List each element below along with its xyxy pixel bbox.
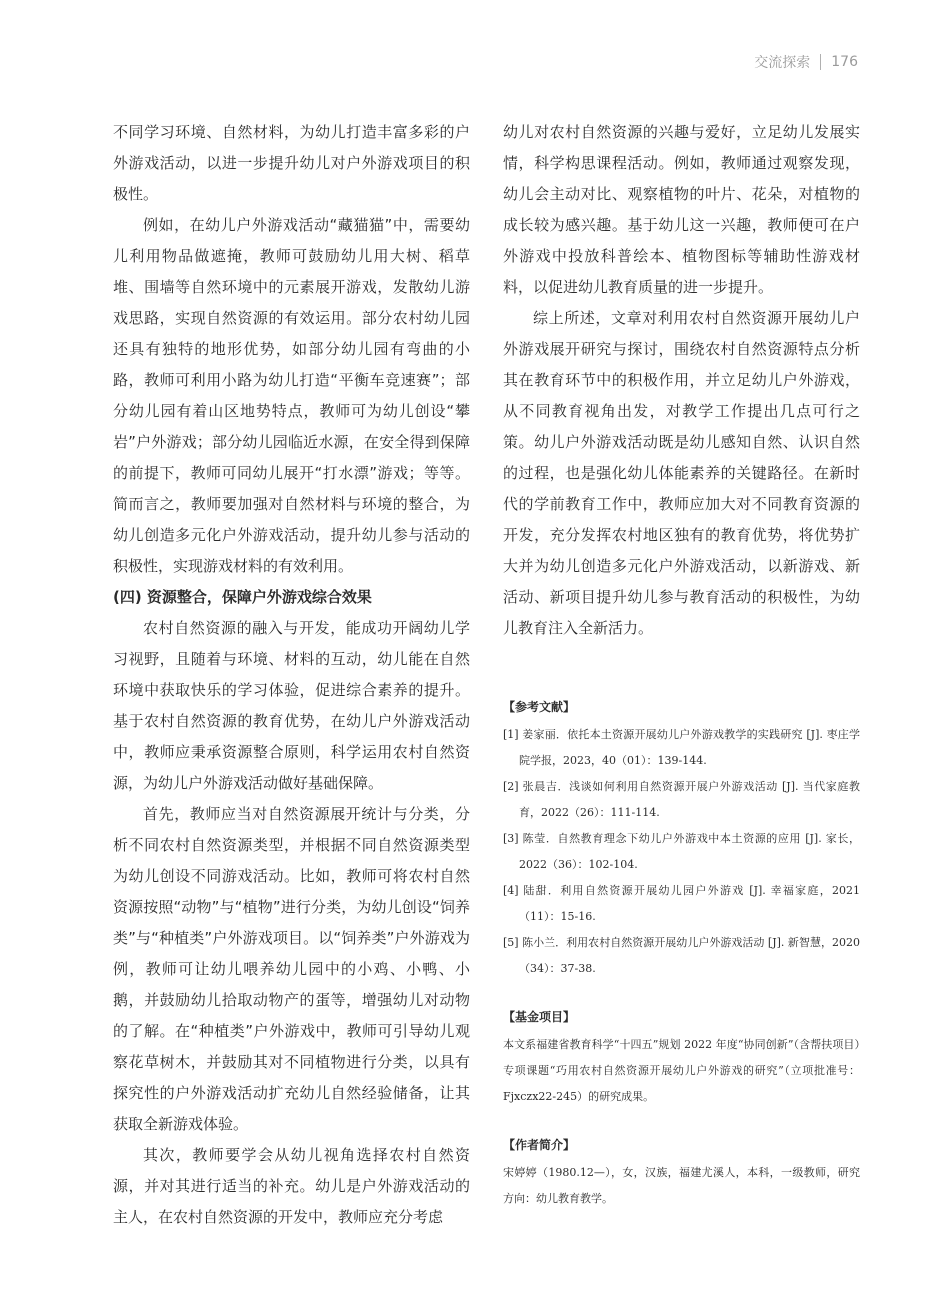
reference-item: [1] 姜家丽．依托本土资源开展幼儿户外游戏教学的实践研究 [J]. 枣庄学院学报，2023，40（01）：139-144. [503, 728, 860, 767]
left-paragraph-4: 首先，教师应当对自然资源展开统计与分类，分析不同农村自然资源类型，并根据不同自然资源类型为幼儿创设不同游戏活动。比如，教师可将农村自然资源按照“动物”与“植物”进行分类，为幼儿创设“饲养类”与“种植类”户外游戏项目。以“饲养类”户外游戏为例，教师可让幼儿喂养幼儿园中的小鸡、小鸭、小鹅，并鼓励幼儿拾取动物产的蛋等，增强幼儿对动物的了解。在“种植类”户外游戏中，教师可引导幼儿观察花草树木，并鼓励其对不同植物进行分类，以具有探究性的户外游戏活动扩充幼儿自然经验储备，让其获取全新游戏体验。 [113, 805, 470, 1133]
fund-title: 【基金项目】 [503, 1010, 576, 1024]
section-heading: (四) 资源整合，保障户外游戏综合效果 [113, 588, 372, 606]
left-paragraph-2: 例如，在幼儿户外游戏活动“藏猫猫”中，需要幼儿利用物品做遮掩，教师可鼓励幼儿用大树、稻草堆、围墙等自然环境中的元素展开游戏，发散幼儿游戏思路，实现自然资源的有效运用。部分农村幼儿园还具有独特的地形优势，如部分幼儿园有弯曲的小路，教师可利用小路为幼儿打造“平衡车竞速赛”；部分幼儿园有着山区地势特点，教师可为幼儿创设“攀岩”户外游戏；部分幼儿园临近水源，在安全得到保障的前提下，教师可同幼儿展开“打水漂”游戏；等等。简而言之，教师要加强对自然材料与环境的整合，为幼儿创造多元化户外游戏活动，提升幼儿参与活动的积极性，实现游戏材料的有效利用。 [113, 216, 470, 575]
header-divider [820, 54, 821, 70]
author-text: 宋婷婷（1980.12—），女，汉族，福建尤溪人，本科，一级教师，研究方向：幼儿教育教学。 [503, 1166, 860, 1205]
right-paragraph-2: 综上所述，文章对利用农村自然资源开展幼儿户外游戏展开研究与探讨，围绕农村自然资源特点分析其在教育环节中的积极作用，并立足幼儿户外游戏，从不同教育视角出发，对教学工作提出几点可行之策。幼儿户外游戏活动既是幼儿感知自然、认识自然的过程，也是强化幼儿体能素养的关键路径。在新时代的学前教育工作中，教师应加大对不同教育资源的开发，充分发挥农村地区独有的教育优势，将优势扩大并为幼儿创造多元化户外游戏活动，以新游戏、新活动、新项目提升幼儿参与教育活动的积极性，为幼儿教育注入全新活力。 [503, 309, 860, 637]
fund-section [503, 1006, 860, 1110]
reference-item: [5] 陈小兰．利用农村自然资源开展幼儿户外游戏活动 [J]. 新智慧，2020（34）：37-38. [503, 936, 860, 975]
reference-item: [2] 张晨吉．浅谈如何利用自然资源开展户外游戏活动 [J]. 当代家庭教育，2022（26）：111-114. [503, 780, 860, 819]
reference-item: [4] 陆甜．利用自然资源开展幼儿园户外游戏 [J]. 幸福家庭，2021（11）：15-16. [503, 884, 860, 923]
page-number: 176 [831, 54, 858, 70]
fund-text: 本文系福建省教育科学“十四五”规划 2022 年度“协同创新”（含帮扶项目）专项课题“巧用农村自然资源开展幼儿户外游戏的研究”（立项批准号：Fjxczx22-245）的研究成果。 [503, 1038, 860, 1103]
left-paragraph-3: 农村自然资源的融入与开发，能成功开阔幼儿学习视野，且随着与环境、材料的互动，幼儿能在自然环境中获取快乐的学习体验，促进综合素养的提升。基于农村自然资源的教育优势，在幼儿户外游戏活动中，教师应秉承资源整合原则，科学运用农村自然资源，为幼儿户外游戏活动做好基础保障。 [113, 619, 470, 792]
reference-item: [3] 陈莹．自然教育理念下幼儿户外游戏中本土资源的应用 [J]. 家长，2022（36）：102-104. [503, 832, 860, 871]
references-section [503, 696, 860, 982]
right-paragraph-1: 幼儿对农村自然资源的兴趣与爱好，立足幼儿发展实情，科学构思课程活动。例如，教师通过观察发现，幼儿会主动对比、观察植物的叶片、花朵，对植物的成长较为感兴趣。基于幼儿这一兴趣，教师便可在户外游戏中投放科普绘本、植物图标等辅助性游戏材料，以促进幼儿教育质量的进一步提升。 [503, 123, 860, 296]
left-column [113, 117, 470, 1233]
right-column [503, 117, 860, 1212]
journal-section: 交流探索 [754, 55, 811, 71]
running-header [754, 52, 858, 72]
author-title: 【作者简介】 [503, 1138, 576, 1152]
references-title: 【参考文献】 [503, 700, 576, 714]
author-section [503, 1134, 860, 1212]
left-paragraph-5: 其次，教师要学会从幼儿视角选择农村自然资源，并对其进行适当的补充。幼儿是户外游戏活动的主人，在农村自然资源的开发中，教师应充分考虑 [113, 1146, 470, 1226]
left-paragraph-1: 不同学习环境、自然材料，为幼儿打造丰富多彩的户外游戏活动，以进一步提升幼儿对户外游戏项目的积极性。 [113, 123, 470, 203]
references-list [503, 722, 860, 982]
